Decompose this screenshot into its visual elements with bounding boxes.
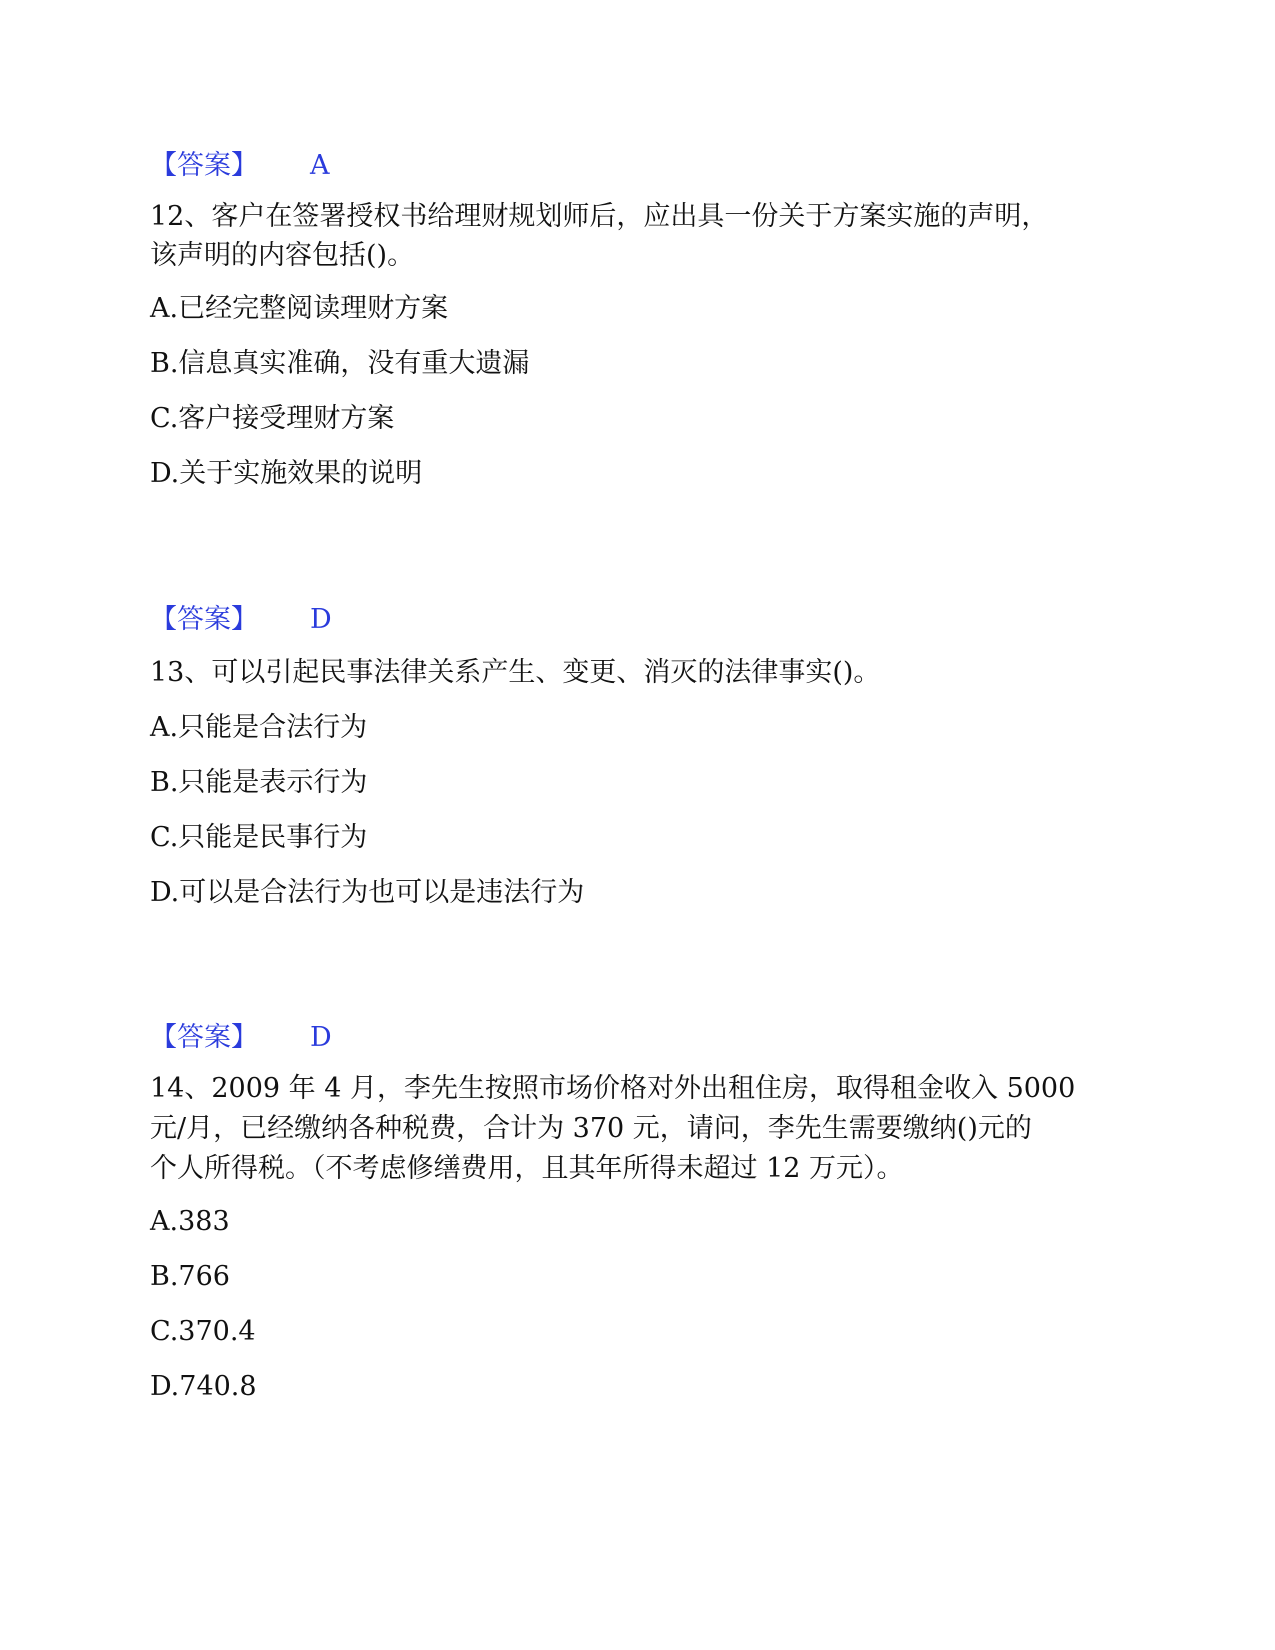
answer-row xyxy=(150,600,332,640)
question-text: 12、客户在签署授权书给理财规划师后，应出具一份关于方案实施的声明， xyxy=(150,201,1049,232)
option-c: C.客户接受理财方案 xyxy=(150,403,395,434)
answer-row xyxy=(150,1018,332,1058)
option-c: C.只能是民事行为 xyxy=(150,822,368,853)
option-d: D.可以是合法行为也可以是违法行为 xyxy=(150,877,585,908)
question-text: 13、可以引起民事法律关系产生、变更、消灭的法律事实()。 xyxy=(150,657,881,688)
option-d: D.关于实施效果的说明 xyxy=(150,458,423,489)
answer-label: 【答案】 xyxy=(150,150,258,181)
answer-row xyxy=(150,146,330,186)
answer-value: D xyxy=(310,604,332,635)
option-a: A.383 xyxy=(150,1206,230,1237)
question-text: 14、2009 年 4 月，李先生按照市场价格对外出租住房，取得租金收入 5000 xyxy=(150,1073,1076,1104)
answer-value: D xyxy=(310,1022,332,1053)
option-b: B.766 xyxy=(150,1261,230,1292)
option-a: A.只能是合法行为 xyxy=(150,712,368,743)
option-d: D.740.8 xyxy=(150,1371,257,1402)
option-c: C.370.4 xyxy=(150,1316,256,1347)
option-a: A.已经完整阅读理财方案 xyxy=(150,293,449,324)
option-b: B.信息真实准确，没有重大遗漏 xyxy=(150,348,530,379)
question-text: 元/月，已经缴纳各种税费，合计为 370 元，请问，李先生需要缴纳()元的 xyxy=(150,1113,1032,1144)
answer-label: 【答案】 xyxy=(150,1022,258,1053)
answer-label: 【答案】 xyxy=(150,604,258,635)
option-b: B.只能是表示行为 xyxy=(150,767,368,798)
answer-value: A xyxy=(310,150,330,181)
question-text: 该声明的内容包括()。 xyxy=(150,240,415,271)
question-text: 个人所得税。（不考虑修缮费用，且其年所得未超过 12 万元）。 xyxy=(150,1153,904,1184)
